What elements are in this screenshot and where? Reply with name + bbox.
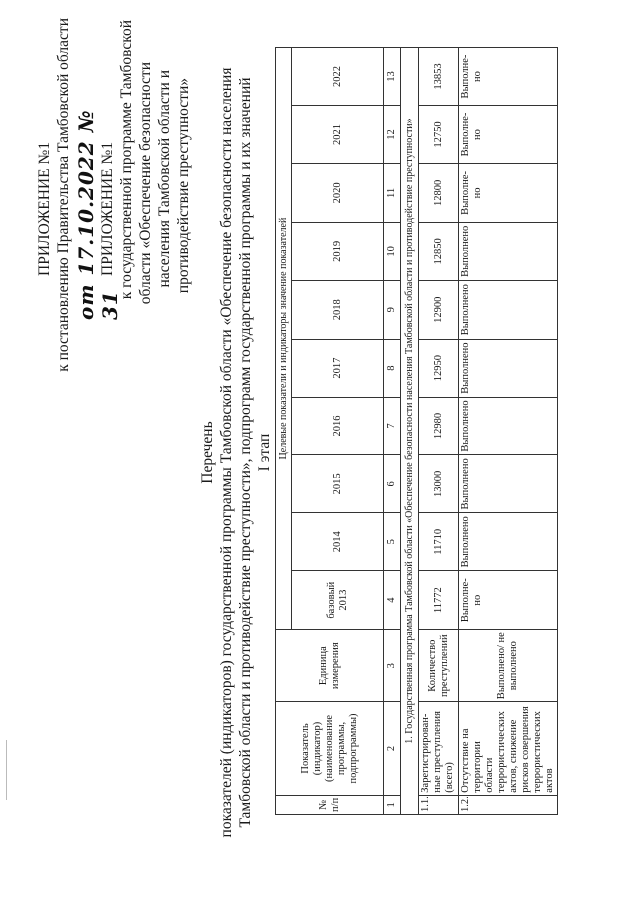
col-header-year: 2015 bbox=[292, 455, 384, 513]
col-header-year: 2018 bbox=[292, 280, 384, 339]
resolution-reference: к постановлению Правительства Тамбовской области bbox=[55, 18, 72, 372]
row-value: Выполнено bbox=[459, 339, 558, 397]
row-value: Выполнено bbox=[459, 280, 558, 339]
row-value: 12850 bbox=[419, 222, 459, 280]
col-header-year: базовый 2013 bbox=[292, 571, 384, 630]
column-number: 7 bbox=[384, 397, 401, 455]
appendix-title-2: ПРИЛОЖЕНИЕ №1 bbox=[99, 142, 116, 276]
column-number: 4 bbox=[384, 571, 401, 630]
col-header-year: 2019 bbox=[292, 222, 384, 280]
col-header-year: 2017 bbox=[292, 339, 384, 397]
row-value: Выполне-но bbox=[459, 571, 558, 630]
row-value: Выполне-но bbox=[459, 48, 558, 106]
row-value: 12800 bbox=[419, 163, 459, 222]
row-value: 11710 bbox=[419, 513, 459, 571]
row-value: 12980 bbox=[419, 397, 459, 455]
indicators-table bbox=[275, 47, 558, 815]
row-value: 12750 bbox=[419, 106, 459, 164]
row-value: 12950 bbox=[419, 339, 459, 397]
doc-subtitle-2: Тамбовской области и противодействие преступности», подпрограмм государственной программы и их значений bbox=[237, 77, 254, 828]
row-value: 13000 bbox=[419, 455, 459, 513]
column-number: 8 bbox=[384, 339, 401, 397]
row-indicator: Отсутствие на территории области террористических актов, снижение рисков совершения террористических актов bbox=[459, 702, 558, 795]
column-number: 9 bbox=[384, 280, 401, 339]
column-number: 10 bbox=[384, 222, 401, 280]
handwritten-date-number: от 17.10.2022 № 31 bbox=[74, 109, 122, 320]
column-number: 3 bbox=[384, 630, 401, 702]
col-header-indicator: Показатель (индикатор) (наименование программы, подпрограммы) bbox=[276, 702, 384, 795]
col-header-year: 2016 bbox=[292, 397, 384, 455]
column-number: 1 bbox=[384, 795, 401, 814]
column-number: 5 bbox=[384, 513, 401, 571]
row-value: Выполнено bbox=[459, 397, 558, 455]
column-number: 11 bbox=[384, 163, 401, 222]
program-reference-4: противодействие преступности» bbox=[175, 78, 192, 294]
section-row bbox=[401, 48, 419, 815]
doc-subtitle-1: показателей (индикаторов) государственной программы Тамбовской области «Обеспечение безопасности населения bbox=[218, 67, 235, 838]
col-header-unit: Единица измерения bbox=[276, 630, 384, 702]
column-number: 12 bbox=[384, 106, 401, 164]
column-number: 6 bbox=[384, 455, 401, 513]
row-value: Выполнено bbox=[459, 455, 558, 513]
row-number: 1.2. bbox=[459, 795, 558, 814]
column-number: 13 bbox=[384, 48, 401, 106]
row-value: Выполне-но bbox=[459, 163, 558, 222]
row-number: 1.1. bbox=[419, 795, 459, 814]
table-row bbox=[459, 48, 558, 815]
row-unit: Выполнено/ не выполнено bbox=[459, 630, 558, 702]
col-header-number: № п/п bbox=[276, 795, 384, 814]
row-value: Выполне-но bbox=[459, 106, 558, 164]
row-value: 11772 bbox=[419, 571, 459, 630]
scan-artifact bbox=[6, 740, 7, 800]
row-value: 13853 bbox=[419, 48, 459, 106]
stage-label: I этап bbox=[256, 433, 273, 472]
col-header-year: 2021 bbox=[292, 106, 384, 164]
row-indicator: Зарегистрирован-ные преступления (всего) bbox=[419, 702, 459, 795]
row-value: Выполнено bbox=[459, 513, 558, 571]
column-number-row bbox=[384, 48, 401, 815]
row-value: 12900 bbox=[419, 280, 459, 339]
row-unit: Количество преступлений bbox=[419, 630, 459, 702]
table-row bbox=[419, 48, 459, 815]
col-header-group: Целевые показатели и индикаторы значение показателей bbox=[276, 48, 292, 630]
section-title: 1. Государственная программа Тамбовской области «Обеспечение безопасности населения Тамбовской области и противодействие преступности» bbox=[401, 48, 419, 815]
col-header-year: 2022 bbox=[292, 48, 384, 106]
doc-title: Перечень bbox=[199, 421, 216, 484]
col-header-year: 2020 bbox=[292, 163, 384, 222]
col-header-year: 2014 bbox=[292, 513, 384, 571]
program-reference-2: области «Обеспечение безопасности bbox=[137, 62, 154, 305]
appendix-title: ПРИЛОЖЕНИЕ №1 bbox=[36, 142, 53, 276]
column-number: 2 bbox=[384, 702, 401, 795]
program-reference-3: населения Тамбовской области и bbox=[156, 70, 173, 288]
program-reference-1: к государственной программе Тамбовской bbox=[118, 20, 135, 300]
row-value: Выполнено bbox=[459, 222, 558, 280]
